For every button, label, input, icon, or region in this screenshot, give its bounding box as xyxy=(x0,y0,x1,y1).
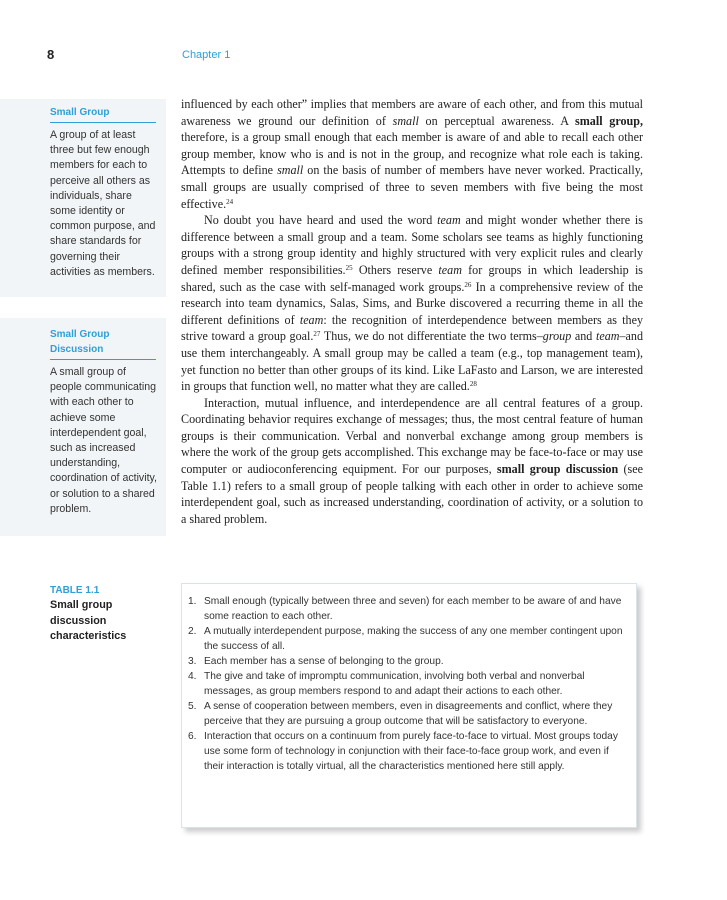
table-label xyxy=(50,583,160,645)
table-box xyxy=(181,583,637,828)
italic-term: small xyxy=(392,113,419,128)
paragraph: No doubt you have heard and used the word team and might wonder whether there is difference between a small group and a team. Some scholars see teams as highly functioning groups with a strong group identity and highly structured with very explicit rules and clearly defined member responsibilities.$^{25}$ Others reserve team for groups in which leadership is shared, such as the case with self-managed work groups.$^{26}$ In a comprehensive review of the research into team dynamics, Salas, Sims, and Burke discovered a recurring theme in all the different definitions of team: the recognition of interdependence between members as they strive toward a group goal.$^{27}$ Thus, we do not differentiate the two terms–group and team–and use them interchangeably. A small group may be called a team (e.g., top management team), yet function no better than other groups of its kind. Like LaFasto and Larson, we are interested in groups that function well, no matter what they are called.$^{28}$ xyxy=(181,213,644,394)
footnote-ref: 27 xyxy=(313,330,321,339)
paragraph: Interaction, mutual influence, and interdependence are all central features of a group. Coordinating behavior requires exchange of messages; thus, the most central feature of human groups is their communication. Verbal and nonverbal exchange among group members is where the work of the group gets accomplished. This exchange may be face-to-face or may use computer or audioconferencing equipment. For our purposes, small group discussion (see Table 1.1) refers to a small group of people talking with each other in order to achieve some interdependent goal, such as increased understanding, coordination of activity, or a solution to a shared problem. xyxy=(181,395,643,526)
glossary-definition: A small group of people communicating with each other to achieve some interdependent goal, such as increased understanding, coordination of activity, or solution to a shared problem. xyxy=(50,366,157,515)
glossary-definition: A group of at least three but few enough members for each to perceive all others as individuals, share some identity or common purpose, and share standards for governing their activities as members. xyxy=(50,129,156,278)
bold-term: small group, xyxy=(575,113,644,128)
footnote-ref: 25 xyxy=(345,263,353,272)
italic-term: team xyxy=(299,312,324,327)
list-item-text: Each member has a sense of belonging to the group. xyxy=(204,656,444,667)
list-item xyxy=(188,669,628,699)
glossary-term: Small Group xyxy=(50,105,156,123)
footnote-ref: 24 xyxy=(226,197,234,206)
glossary-box-small-group xyxy=(0,99,166,297)
paragraph: influenced by each other” implies that members are aware of each other, and from this mutual awareness we ground our definition of small on perceptual awareness. A small group, therefore, is a group small enough that each member is aware of and able to recall each other group member, know who is and is not in the group, and recognize what role each is taking. Attempts to define small on the basis of number of members have never worked. Practically, small groups are usually comprised of three to seven members with five being the most effective.$^{24}$ xyxy=(181,97,644,211)
italic-term: group xyxy=(542,329,572,344)
characteristics-list xyxy=(182,584,636,774)
body-text xyxy=(181,96,643,527)
list-number: 6. xyxy=(188,731,197,742)
list-number: 1. xyxy=(188,596,197,607)
glossary-term: Small Group Discussion xyxy=(50,327,156,360)
list-number: 3. xyxy=(188,656,197,667)
list-item-text: The give and take of impromptu communication, involving both verbal and nonverbal messages, as group members respond to and adapt their actions to each other. xyxy=(204,671,585,697)
list-item xyxy=(188,624,628,654)
list-item xyxy=(188,594,628,624)
page-number: 8 xyxy=(47,47,55,62)
footnote-ref: 28 xyxy=(469,380,477,389)
list-item-text: Small enough (typically between three and seven) for each member to be aware of and have some reaction to each other. xyxy=(204,596,622,622)
table-number: TABLE 1.1 xyxy=(50,585,100,596)
italic-term: small xyxy=(277,163,304,178)
list-number: 2. xyxy=(188,626,197,637)
list-item-text: A mutually interdependent purpose, making the success of any one member contingent upon the success of all. xyxy=(204,626,623,652)
glossary-box-small-group-discussion xyxy=(0,318,166,536)
list-item xyxy=(188,729,628,774)
footnote-ref: 26 xyxy=(464,280,472,289)
list-number: 5. xyxy=(188,701,197,712)
italic-term: team xyxy=(438,262,462,277)
list-item xyxy=(188,654,628,669)
list-item xyxy=(188,699,628,729)
list-item-text: Interaction that occurs on a continuum from purely face-to-face to virtual. Most groups today use some form of technology in conjunction with their face-to-face group work, and even if their interaction is totally virtual, all the characteristics mentioned here still apply. xyxy=(204,731,618,772)
list-item-text: A sense of cooperation between members, even in disagreements and conflict, where they perceive that they are pursuing a group outcome that will be satisfactory to everyone. xyxy=(204,701,613,727)
list-number: 4. xyxy=(188,671,197,682)
italic-term: team xyxy=(595,329,620,344)
table-caption: Small group discussion characteristics xyxy=(50,599,127,642)
chapter-running-head: Chapter 1 xyxy=(182,49,231,61)
italic-term: team xyxy=(437,213,461,228)
bold-term: small group discussion xyxy=(496,462,619,477)
